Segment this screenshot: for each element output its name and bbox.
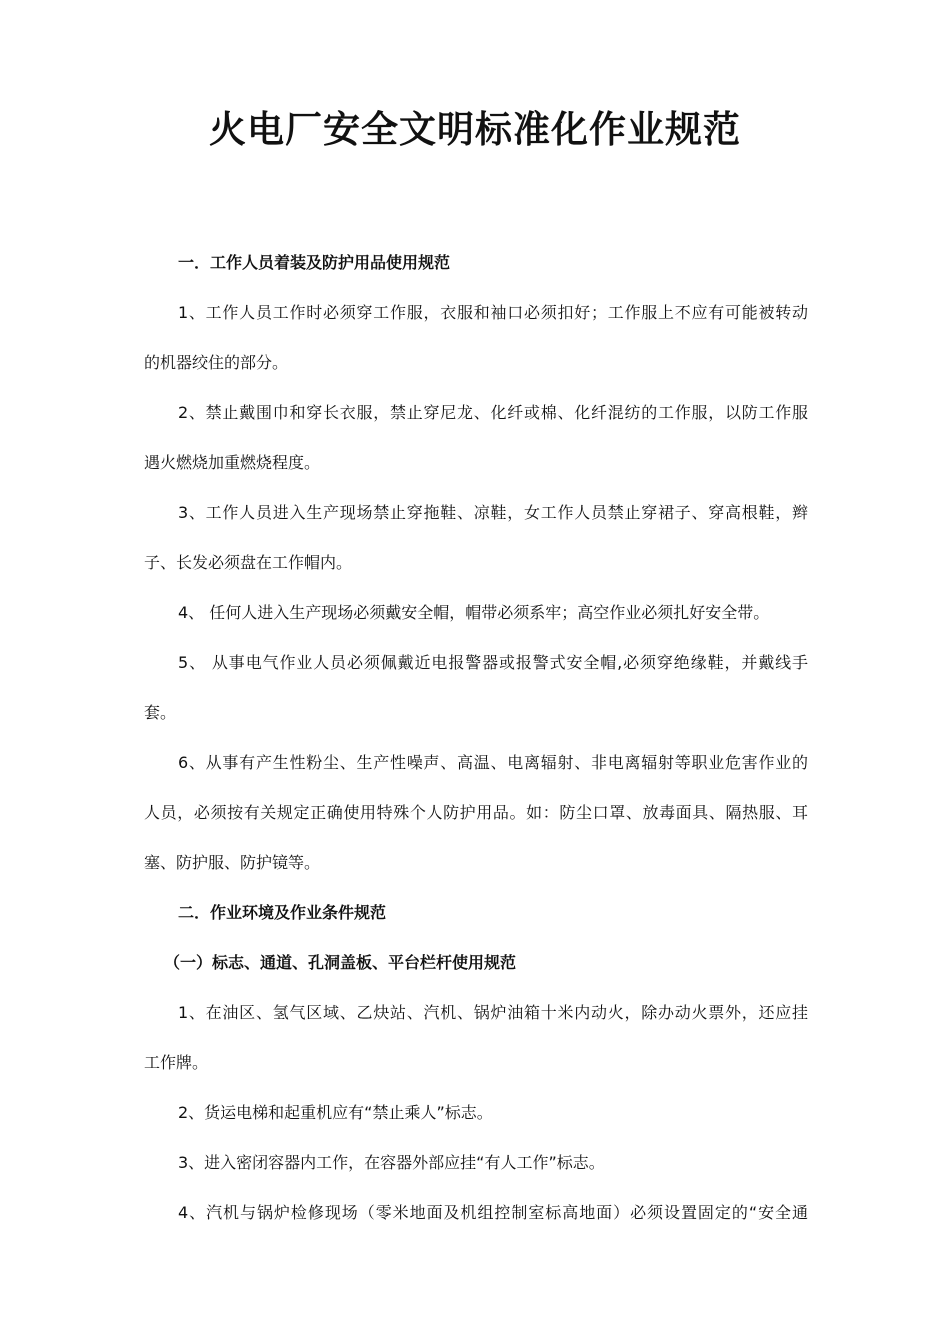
paragraph-line: 套。 — [144, 703, 177, 722]
paragraph-line: 3、工作人员进入生产现场禁止穿拖鞋、凉鞋，女工作人员禁止穿裙子、穿高根鞋，辫 — [178, 503, 808, 522]
paragraph-line: 塞、防护服、防护镜等。 — [144, 853, 321, 872]
paragraph-line: 2、禁止戴围巾和穿长衣服，禁止穿尼龙、化纤或棉、化纤混纺的工作服，以防工作服 — [178, 403, 808, 422]
paragraph-line: 工作牌。 — [144, 1053, 209, 1072]
paragraph-line: 4、 任何人进入生产现场必须戴安全帽，帽带必须系牢；高空作业必须扎好安全带。 — [178, 603, 770, 622]
subsection-heading-1: （一）标志、通道、孔洞盖板、平台栏杆使用规范 — [164, 953, 517, 972]
section-heading-2: 二．作业环境及作业条件规范 — [178, 903, 387, 922]
paragraph-line: 人员，必须按有关规定正确使用特殊个人防护用品。如：防尘口罩、放毒面具、隔热服、耳 — [144, 803, 808, 822]
paragraph-line: 4、汽机与锅炉检修现场（零米地面及机组控制室标高地面）必须设置固定的“安全通 — [178, 1203, 808, 1222]
paragraph-line: 1、工作人员工作时必须穿工作服，衣服和袖口必须扣好；工作服上不应有可能被转动 — [178, 303, 808, 322]
paragraph-line: 子、长发必须盘在工作帽内。 — [144, 553, 353, 572]
document-body — [144, 238, 808, 1238]
section-heading-1: 一．工作人员着装及防护用品使用规范 — [178, 253, 451, 272]
paragraph-line: 3、进入密闭容器内工作，在容器外部应挂“有人工作”标志。 — [178, 1153, 605, 1172]
paragraph-line: 1、在油区、氢气区域、乙炔站、汽机、锅炉油箱十米内动火，除办动火票外，还应挂 — [178, 1003, 808, 1022]
paragraph-line: 遇火燃烧加重燃烧程度。 — [144, 453, 321, 472]
document-title: 火电厂安全文明标准化作业规范 — [209, 108, 741, 151]
paragraph-line: 的机器绞住的部分。 — [144, 353, 289, 372]
paragraph-line: 5、 从事电气作业人员必须佩戴近电报警器或报警式安全帽,必须穿绝缘鞋，并戴线手 — [178, 653, 808, 672]
paragraph-line: 2、货运电梯和起重机应有“禁止乘人”标志。 — [178, 1103, 493, 1122]
paragraph-line: 6、从事有产生性粉尘、生产性噪声、高温、电离辐射、非电离辐射等职业危害作业的 — [178, 753, 808, 772]
